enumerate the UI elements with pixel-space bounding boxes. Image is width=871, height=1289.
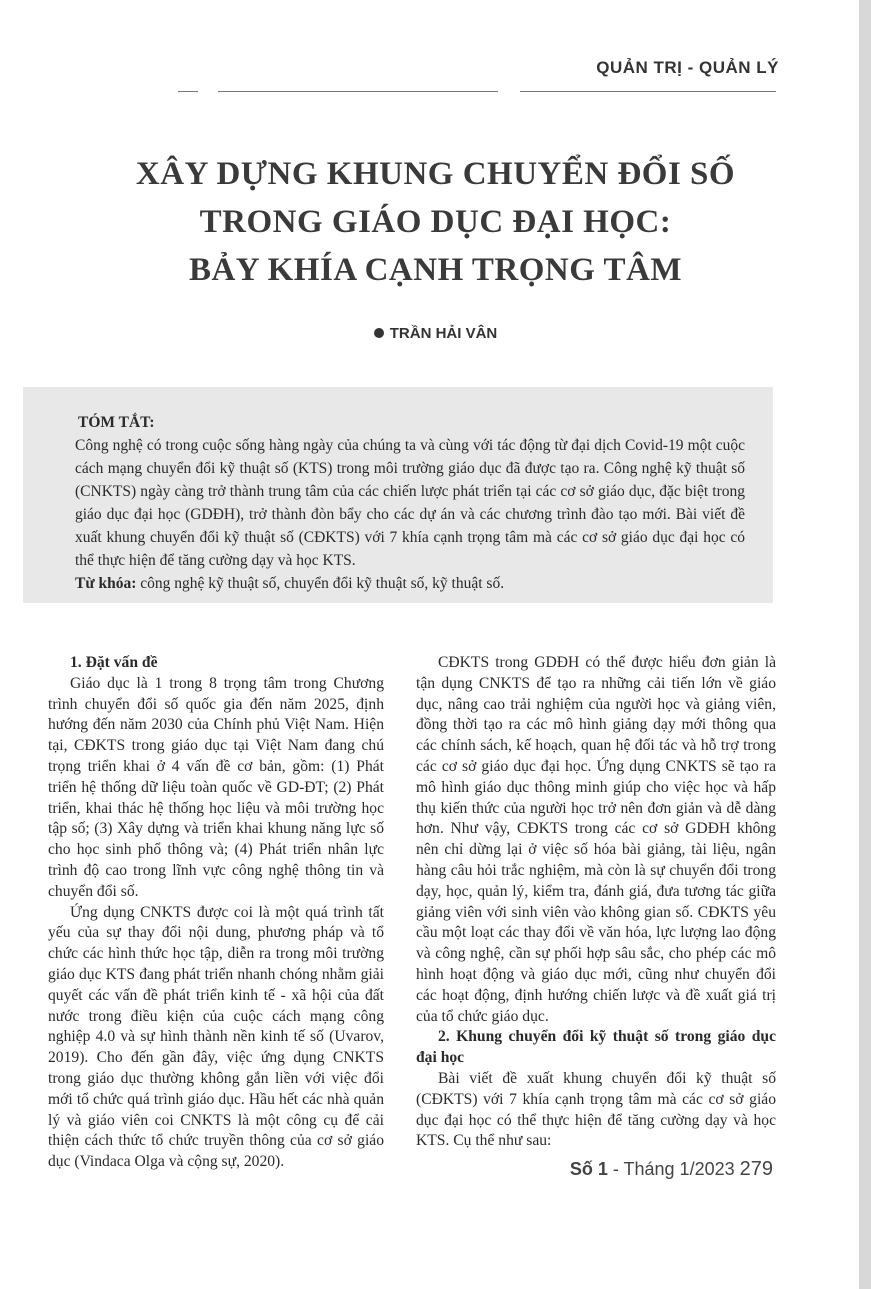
- header-rule-main: [218, 91, 498, 92]
- header-rule-left: [178, 91, 198, 92]
- column-left: [48, 653, 384, 1173]
- title-line-2: TRONG GIÁO DỤC ĐẠI HỌC:: [199, 204, 672, 240]
- section-tag: QUẢN TRỊ - QUẢN LÝ: [596, 58, 779, 77]
- keywords: [75, 572, 745, 595]
- bullet-icon: [374, 328, 384, 338]
- author-name: TRẦN HẢI VÂN: [389, 325, 498, 342]
- abstract-box: [23, 387, 773, 603]
- section-1-heading: 1. Đặt vấn đề: [70, 654, 158, 671]
- paragraph: Ứng dụng CNKTS được coi là một quá trình tất yếu của sự thay đổi nội dung, phương pháp và tổ chức các hình thức học tập, diễn ra trong môi trường giáo dục KTS đang phát triển nhanh chóng nhằm giải quyết các vấn đề phát triển kinh tế - xã hội của đất nước trong điều kiện của cuộc cách mạng công nghiệp 4.0 và sự hình thành nền kinh tế số (Uvarov, 2019). Cho đến gần đây, việc ứng dụng CNKTS trong giáo dục thường không gắn liền với việc đổi mới tổ chức quá trình giáo dục. Hầu hết các nhà quản lý và giáo viên coi CNKTS là một công cụ để cải thiện cách thức tổ chức truyền thông của cơ sở giáo dục (Vindaca Olga và cộng sự, 2020).: [48, 903, 384, 1171]
- issue-label: Số 1: [569, 1159, 608, 1179]
- page-number: 279: [739, 1158, 773, 1180]
- issue-date: - Tháng 1/2023: [612, 1159, 735, 1179]
- article-title: [0, 150, 871, 294]
- title-line-3: BẢY KHÍA CẠNH TRỌNG TÂM: [188, 252, 683, 288]
- author-line: [0, 325, 871, 342]
- paragraph: Giáo dục là 1 trong 8 trọng tâm trong Chương trình chuyển đổi số quốc gia đến năm 2025, định hướng đến năm 2030 của Chính phủ Việt Nam. Hiện tại, CĐKTS trong giáo dục tại Việt Nam đang chú trọng triển khai ở 4 vấn đề cơ bản, gồm: (1) Phát triển hệ thống dữ liệu toàn quốc về GD-ĐT; (2) Phát triển, khai thác hệ thống học liệu và môi trường học tập số; (3) Xây dựng và triển khai khung năng lực số cho học sinh phổ thông và; (4) Phát triển nhân lực trình độ cao trong lĩnh vực công nghệ thông tin và chuyển đổi số.: [48, 674, 384, 900]
- paragraph: Bài viết đề xuất khung chuyển đổi kỹ thuật số (CĐKTS) với 7 khía cạnh trọng tâm mà các cơ sở giáo dục đại học có thể thực hiện để tăng cường dạy và học KTS. Cụ thể như sau:: [416, 1069, 776, 1150]
- abstract-heading: TÓM TẮT:: [78, 414, 155, 431]
- keywords-label: Từ khóa:: [75, 575, 137, 592]
- section-2-heading: 2. Khung chuyển đổi kỹ thuật số trong giáo dục đại học: [416, 1028, 776, 1067]
- header-rule-right: [520, 91, 776, 92]
- page-footer: [570, 1158, 773, 1181]
- paragraph: CĐKTS trong GDĐH có thể được hiểu đơn giản là tận dụng CNKTS để tạo ra những cải tiến lớn về giáo dục, nâng cao trải nghiệm của người học và giảng viên, đồng thời tạo ra các mô hình giảng dạy mới thông qua các chính sách, kế hoạch, quan hệ đối tác và hỗ trợ trong các cơ sở giáo dục đại học. Ứng dụng CNKTS sẽ tạo ra mô hình giáo dục thông minh giúp cho việc học và hấp thụ kiến thức của người học trở nên đơn giản và dễ dàng hơn. Như vậy, CĐKTS trong các cơ sở GDĐH không nên chỉ dừng lại ở việc số hóa bài giảng, tài liệu, ngân hàng câu hỏi trắc nghiệm, mà còn là sự chuyển đổi trong dạy, học, quản lý, kiểm tra, đánh giá, đưa tương tác giữa giảng viên với sinh viên vào không gian số. CĐKTS yêu cầu một loạt các thay đổi về văn hóa, lực lượng lao động và công nghệ, cần sự phối hợp sâu sắc, cho phép các mô hình hoạt động và giáo dục mới, cũng như chuyển đổi các hoạt động, định hướng chiến lược và đề xuất giá trị của tổ chức giáo dục.: [416, 654, 776, 1025]
- title-line-1: XÂY DỰNG KHUNG CHUYỂN ĐỔI SỐ: [135, 156, 736, 192]
- column-right: [416, 653, 776, 1152]
- abstract-body: Công nghệ có trong cuộc sống hàng ngày của chúng ta và cùng với tác động từ đại dịch Covid-19 một cuộc cách mạng chuyển đổi kỹ thuật số (KTS) trong môi trường giáo dục đã được tạo ra. Công nghệ kỹ thuật số (CNKTS) ngày càng trở thành trung tâm của các chiến lược phát triển tại các cơ sở giáo dục, đặc biệt trong giáo dục đại học (GDĐH), trở thành đòn bẩy cho các dự án và các chương trình đào tạo mới. Bài viết đề xuất khung chuyển đổi kỹ thuật số (CĐKTS) với 7 khía cạnh trọng tâm mà các cơ sở giáo dục đại học có thể thực hiện để tăng cường dạy và học KTS.: [75, 437, 745, 569]
- keywords-text: công nghệ kỹ thuật số, chuyển đổi kỹ thuật số, kỹ thuật số.: [140, 575, 505, 592]
